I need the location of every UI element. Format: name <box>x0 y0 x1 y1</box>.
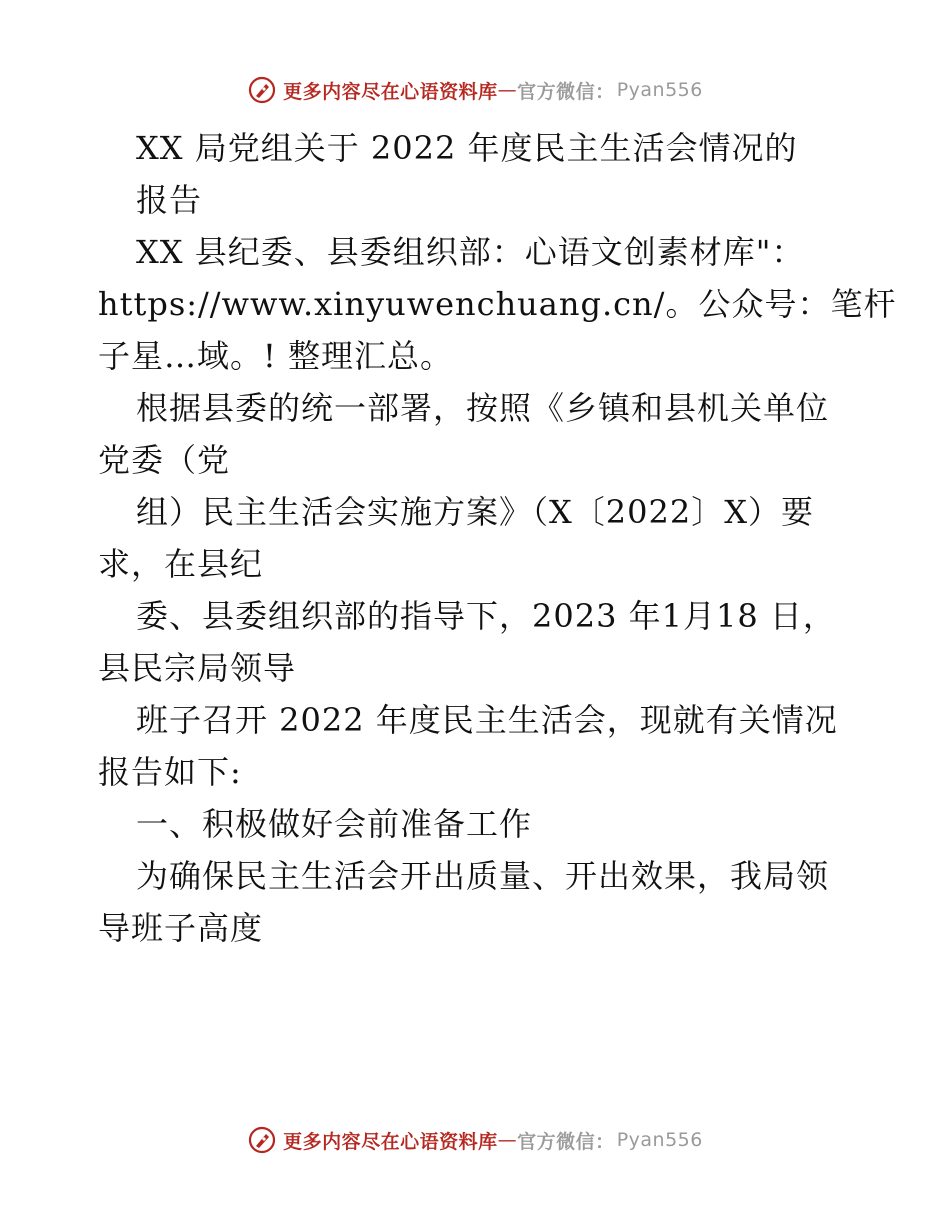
doc-paragraph-line: 为确保民主生活会开出质量、开出效果，我局领 <box>136 857 830 895</box>
doc-paragraph-line: https://www.xinyuwenchuang.cn/。公众号：笔杆 <box>98 285 897 323</box>
doc-paragraph-line: 党委（党 <box>98 441 231 479</box>
doc-paragraph-line: 委、县委组织部的指导下，2023 年1月18 日， <box>136 597 836 635</box>
doc-title-line-1: XX 局党组关于 2022 年度民主生活会情况的 <box>136 129 798 167</box>
watermark-main-text: 更多内容尽在心语资料库 <box>283 80 498 103</box>
doc-recipient-line: XX 县纪委、县委组织部：心语文创素材库"： <box>136 233 805 271</box>
doc-paragraph-line: 导班子高度 <box>98 909 264 947</box>
pen-nib-logo-icon <box>247 75 277 105</box>
doc-paragraph-line: 县民宗局领导 <box>98 649 297 687</box>
doc-paragraph-line: 根据县委的统一部署，按照《乡镇和县机关单位 <box>136 389 830 427</box>
watermark-wechat-id: Pyan556 <box>616 79 703 101</box>
watermark-wechat-id: Pyan556 <box>616 1129 703 1151</box>
pen-nib-logo-icon <box>247 1125 277 1155</box>
doc-paragraph-line: 求，在县纪 <box>98 545 264 583</box>
watermark-label: 官方微信： <box>517 80 615 103</box>
watermark-main-text: 更多内容尽在心语资料库 <box>283 1130 498 1153</box>
doc-paragraph-line: 班子召开 2022 年度民主生活会，现就有关情况 <box>136 701 838 739</box>
document-body <box>98 122 897 954</box>
header-watermark <box>0 70 950 110</box>
footer-watermark <box>0 1120 950 1160</box>
watermark-separator: — <box>497 1129 518 1151</box>
doc-paragraph-line: 子星…域。! 整理汇总。 <box>98 337 454 375</box>
doc-paragraph-line: 组）民主生活会实施方案》（X〔2022〕X）要 <box>136 493 815 531</box>
doc-paragraph-line: 报告如下: <box>98 753 242 791</box>
watermark-separator: — <box>497 79 518 101</box>
doc-section-heading: 一、积极做好会前准备工作 <box>136 805 533 843</box>
watermark-label: 官方微信： <box>517 1130 615 1153</box>
doc-title-line-2: 报告 <box>136 181 203 219</box>
